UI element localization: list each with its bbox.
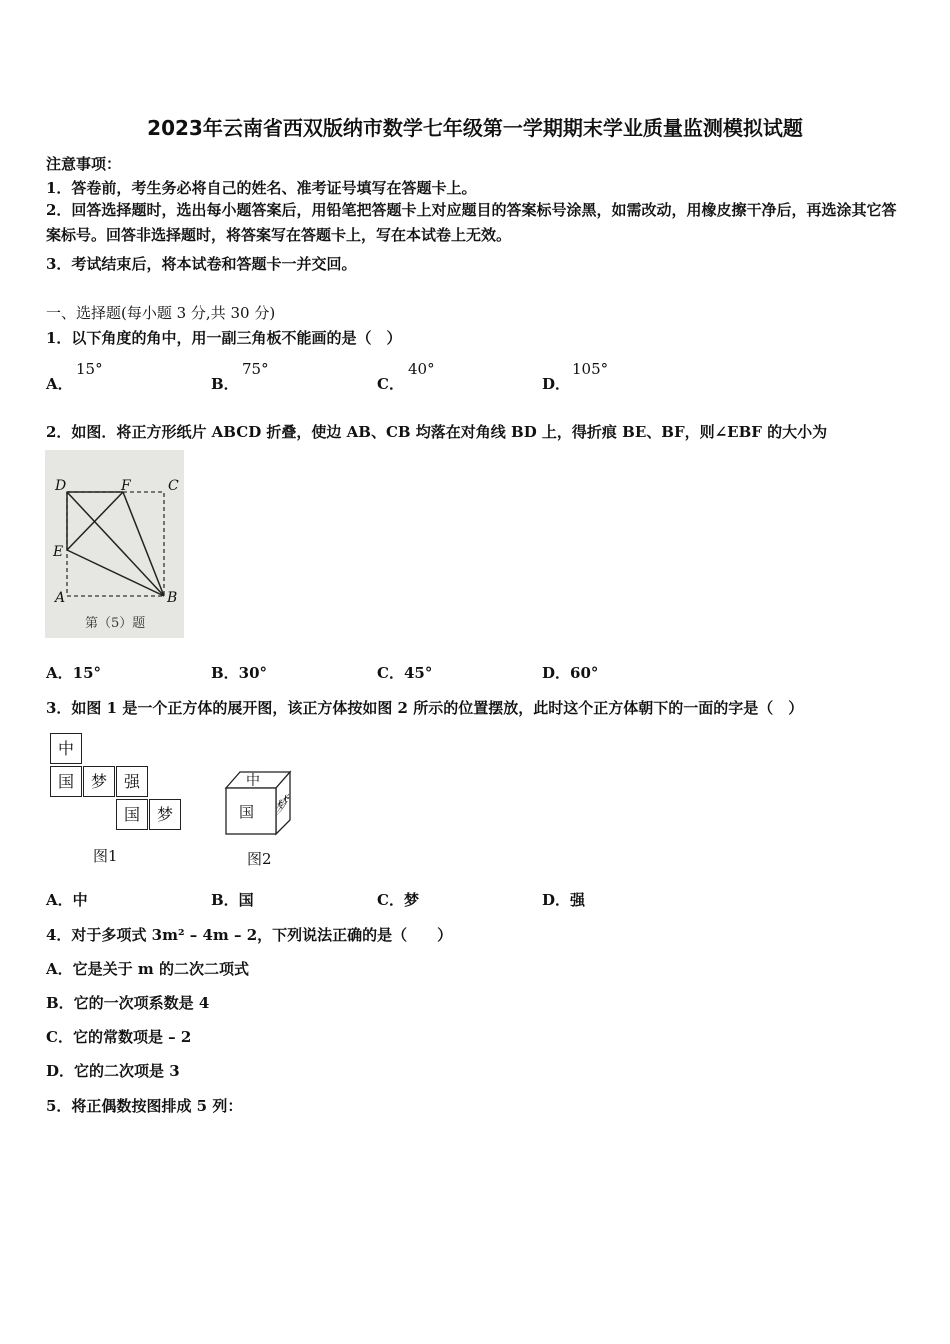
option: B．它的一次项系数是 4 <box>46 994 210 1012</box>
option-label: B． <box>211 375 239 393</box>
question-stem: 3．如图 1 是一个正方体的展开图，该正方体按如图 2 所示的位置摆放，此时这个正方体朝下的一面的字是（ ） <box>46 699 804 717</box>
question-stem: 4．对于多项式 3m² – 4m – 2，下列说法正确的是（ ） <box>46 926 453 944</box>
point-label-d: D <box>55 478 67 494</box>
notice-item: 3．考试结束后，将本试卷和答题卡一并交回。 <box>46 255 357 273</box>
cube-figure <box>222 770 294 838</box>
point-label-b: B <box>167 590 178 606</box>
option-value: 75° <box>242 360 269 378</box>
net-cell: 强 <box>116 766 148 797</box>
cube-top-face: 中 <box>246 773 260 789</box>
net-cell: 中 <box>50 733 82 764</box>
notice-item: 1．答卷前，考生务必将自己的姓名、准考证号填写在答题卡上。 <box>46 179 477 197</box>
question-stem: 5．将正偶数按图排成 5 列： <box>46 1097 243 1115</box>
square-fold-figure <box>45 450 184 638</box>
option: A．它是关于 m 的二次二项式 <box>46 960 249 978</box>
option: C．梦 <box>377 891 419 909</box>
cube-net-figure <box>48 733 183 833</box>
notice-item: 2．回答选择题时，选出每小题答案后，用铅笔把答题卡上对应题目的答案标号涂黑，如需改动，用橡皮擦干净后，再选涂其它答案标号。回答非选择题时，将答案写在答题卡上，写在本试卷上无效。 <box>46 201 897 244</box>
option: D．它的二次项是 3 <box>46 1062 180 1080</box>
option: A．中 <box>46 891 88 909</box>
option-value: 15° <box>76 360 103 378</box>
option: C．它的常数项是 – 2 <box>46 1028 192 1046</box>
question-stem: 2．如图．将正方形纸片 ABCD 折叠，使边 AB、CB 均落在对角线 BD 上，得折痕 BE、BF，则∠EBF 的大小为 <box>46 423 828 441</box>
option: D．60° <box>542 664 599 682</box>
option-label: A． <box>46 375 73 393</box>
option: C．45° <box>377 664 433 682</box>
option-label: D． <box>542 375 571 393</box>
option: A．15° <box>46 664 102 682</box>
net-cell: 梦 <box>83 766 115 797</box>
section-heading: 一、选择题(每小题 3 分,共 30 分) <box>46 304 276 322</box>
net-cell: 国 <box>116 799 148 830</box>
cube-caption: 图2 <box>247 850 272 868</box>
option-value: 105° <box>572 360 609 378</box>
cube-front-face: 国 <box>239 803 255 821</box>
figure-caption: 第（5）题 <box>85 616 146 631</box>
option: B．30° <box>211 664 268 682</box>
point-label-f: F <box>121 478 131 494</box>
notice-heading: 注意事项： <box>46 155 122 173</box>
option-value: 40° <box>408 360 435 378</box>
option: D．强 <box>542 891 586 909</box>
point-label-e: E <box>53 544 64 560</box>
net-cell: 梦 <box>149 799 181 830</box>
page-title: 2023年云南省西双版纳市数学七年级第一学期期末学业质量监测模拟试题 <box>147 116 803 140</box>
point-label-a: A <box>55 590 66 606</box>
point-label-c: C <box>168 478 179 494</box>
option: B．国 <box>211 891 254 909</box>
net-cell: 国 <box>50 766 82 797</box>
question-stem: 1．以下角度的角中，用一副三角板不能画的是（ ） <box>46 329 402 347</box>
option-label: C． <box>377 375 404 393</box>
net-caption: 图1 <box>93 847 118 865</box>
cube-side-face: 梦 <box>276 791 290 819</box>
